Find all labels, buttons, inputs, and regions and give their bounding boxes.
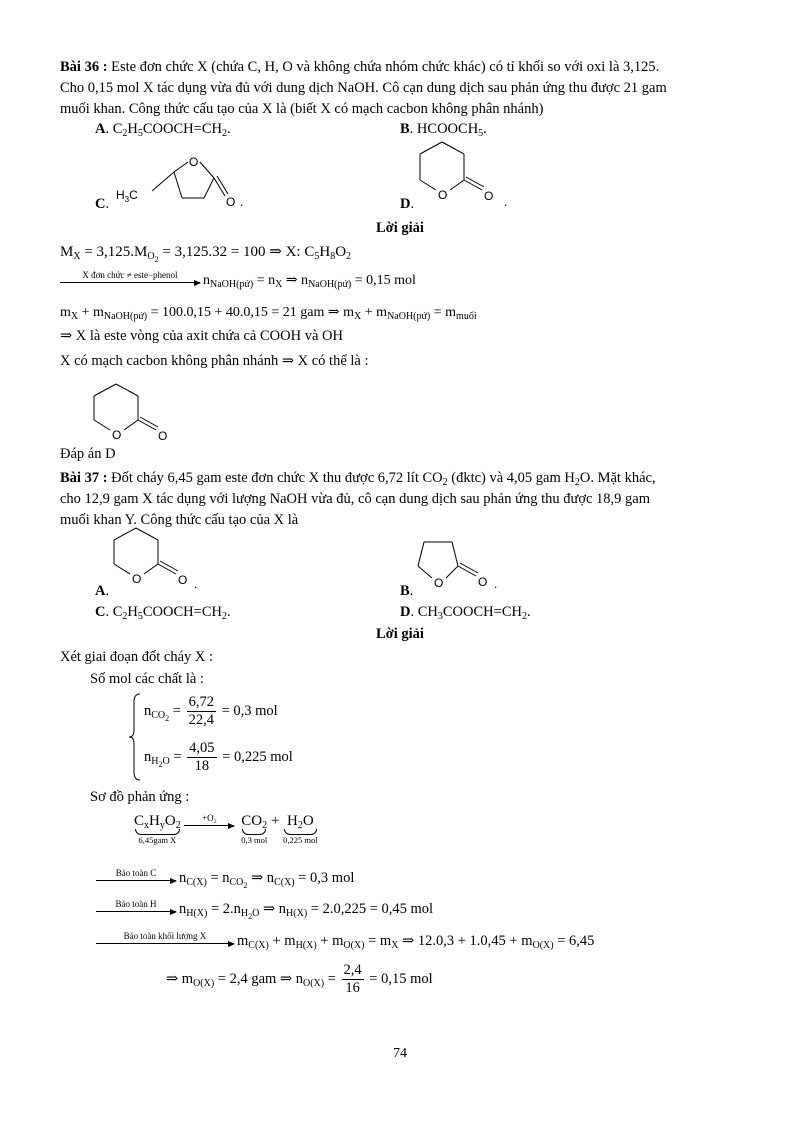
svg-text:H3C: $H_3C$ [116,188,138,204]
svg-text:O: O [158,429,168,443]
b36-option-c-label: C. [95,196,110,212]
b36-sol-line4: ⇒ X là este vòng của axit chứa cả COOH và OH [60,328,343,344]
b36-sol-line3: $m_X + m_{NaOH(pứ)} = 100.0,15 + 40.0,15 = 21$ gam ⇒ $m_X + m_{NaOH(pứ)} = m_{muối}$ [60,305,477,322]
b37-step1: Xét giai đoạn đốt cháy X : [60,649,214,665]
b36-option-a: A. $C_2H_5COOCH=CH_2$. [95,121,231,139]
b37-option-b-label: B. [400,583,414,599]
b37-result: ⇒ $m_{O(X)} = 2,4$ gam ⇒ $n_{O(X)}$ = $\frac{2,4}{16}$ = 0,15 mol [166,962,433,996]
svg-text:O: O [112,428,122,442]
b37-step2: Số mol các chất là : [90,671,204,687]
b36-sol-line2: X đơn chức ≠ este−phenol $n_{NaOH(pứ)} = n_X$ ⇒ $n_{NaOH(pứ)} = 0,15$ mol [60,270,416,289]
b36-sol-line1: $M_X = 3,125.M_{O_2} = 3,125.32 = 100$ ⇒ X: $C_5H_8O_2$ [60,244,352,264]
b37-option-b-structure [412,530,512,594]
b37-option-a-structure [106,522,206,594]
b37-scheme: $C_xH_yO_2$ 6,45gam X +O₂ $CO_2$ 0,3 mol + $H_2O$ 0,225 mol [134,813,318,845]
b37-cons-c: Bảo toàn C $n_{C(X)} = n_{CO_2}$ ⇒ $n_{C(X)} = 0,3$ mol [96,868,354,887]
page-number: 74 [393,1046,407,1061]
b37-eq-co2: $n_{CO_2}$ = $\frac{6,72}{22,4}$ = 0,3 mol [144,694,278,728]
svg-text:.: . [194,577,198,591]
b37-eq-h2o: $n_{H_2O}$ = $\frac{4,05}{18}$ = 0,225 mol [144,740,293,774]
b37-question: Bài 37 : Đốt cháy 6,45 gam este đơn chức X thu được 6,72 lít $CO_2$ (đktc) và 4,05 gam $H_2O$. Mặt khác, cho 12,9 gam X tác dụng với lượng NaOH vừa đủ, cô cạn dung dịch sau phản ứng thu được 18,9 gam muối khan Y. Công thức cấu tạo của X là [60,470,656,528]
b36-question: Bài 36 : Este đơn chức X (chứa C, H, O và không chứa nhóm chức khác) có tỉ khối so với oxi là 3,125. Cho 0,15 mol X tác dụng vừa đủ với dung dịch NaOH. Cô cạn dung dịch sau phản ứng thu được 21 gam muối khan. Công thức cấu tạo của X là (biết X có mạch cacbon không phân nhánh) [60,59,667,117]
b37-option-d: D. $CH_3COOCH=CH_2$. [400,604,531,622]
svg-text:O: O [132,572,142,586]
b37-cons-mass: Bảo toàn khối lượng X $m_{C(X)} + m_{H(X)} + m_{O(X)} = m_X$ ⇒ $12.0,3 + 1.0,45 + m_{O(X)} = 6,45$ [96,931,594,950]
b37-cons-h: Bảo toàn H $n_{H(X)} = 2.n_{H_2O}$ ⇒ $n_{H(X)} = 2.0,225 = 0,45$ mol [96,899,433,918]
b36-option-d-label: D. [400,196,415,212]
b36-label: Bài 36 : [60,59,108,75]
b37-option-c: C. $C_2H_5COOCH=CH_2$. [95,604,231,622]
svg-text:O: O [226,195,236,209]
b36-answer-structure [86,378,186,444]
b36-option-c-structure [108,148,248,212]
svg-text:O: O [434,576,444,590]
svg-text:.: . [494,577,498,591]
b37-step3: Sơ đồ phản ứng : [90,789,190,805]
svg-text:.: . [504,195,508,209]
b36-option-b: B. $HCOOCH_5$. [400,121,487,139]
b37-label: Bài 37 : [60,470,108,486]
b37-solution-title: Lời giải [376,626,424,642]
b37-option-a-label: A. [95,583,110,599]
b36-option-d-structure [412,134,522,214]
svg-text:O: O [484,189,494,203]
b36-answer: Đáp án D [60,446,116,462]
svg-text:O: O [178,573,188,587]
svg-text:O: O [189,155,199,169]
svg-text:.: . [240,195,244,209]
b36-solution-title: Lời giải [376,220,424,236]
b36-sol-line5: X có mạch cacbon không phân nhánh ⇒ X có thể là : [60,353,369,369]
svg-text:O: O [478,575,488,589]
svg-text:O: O [438,188,448,202]
